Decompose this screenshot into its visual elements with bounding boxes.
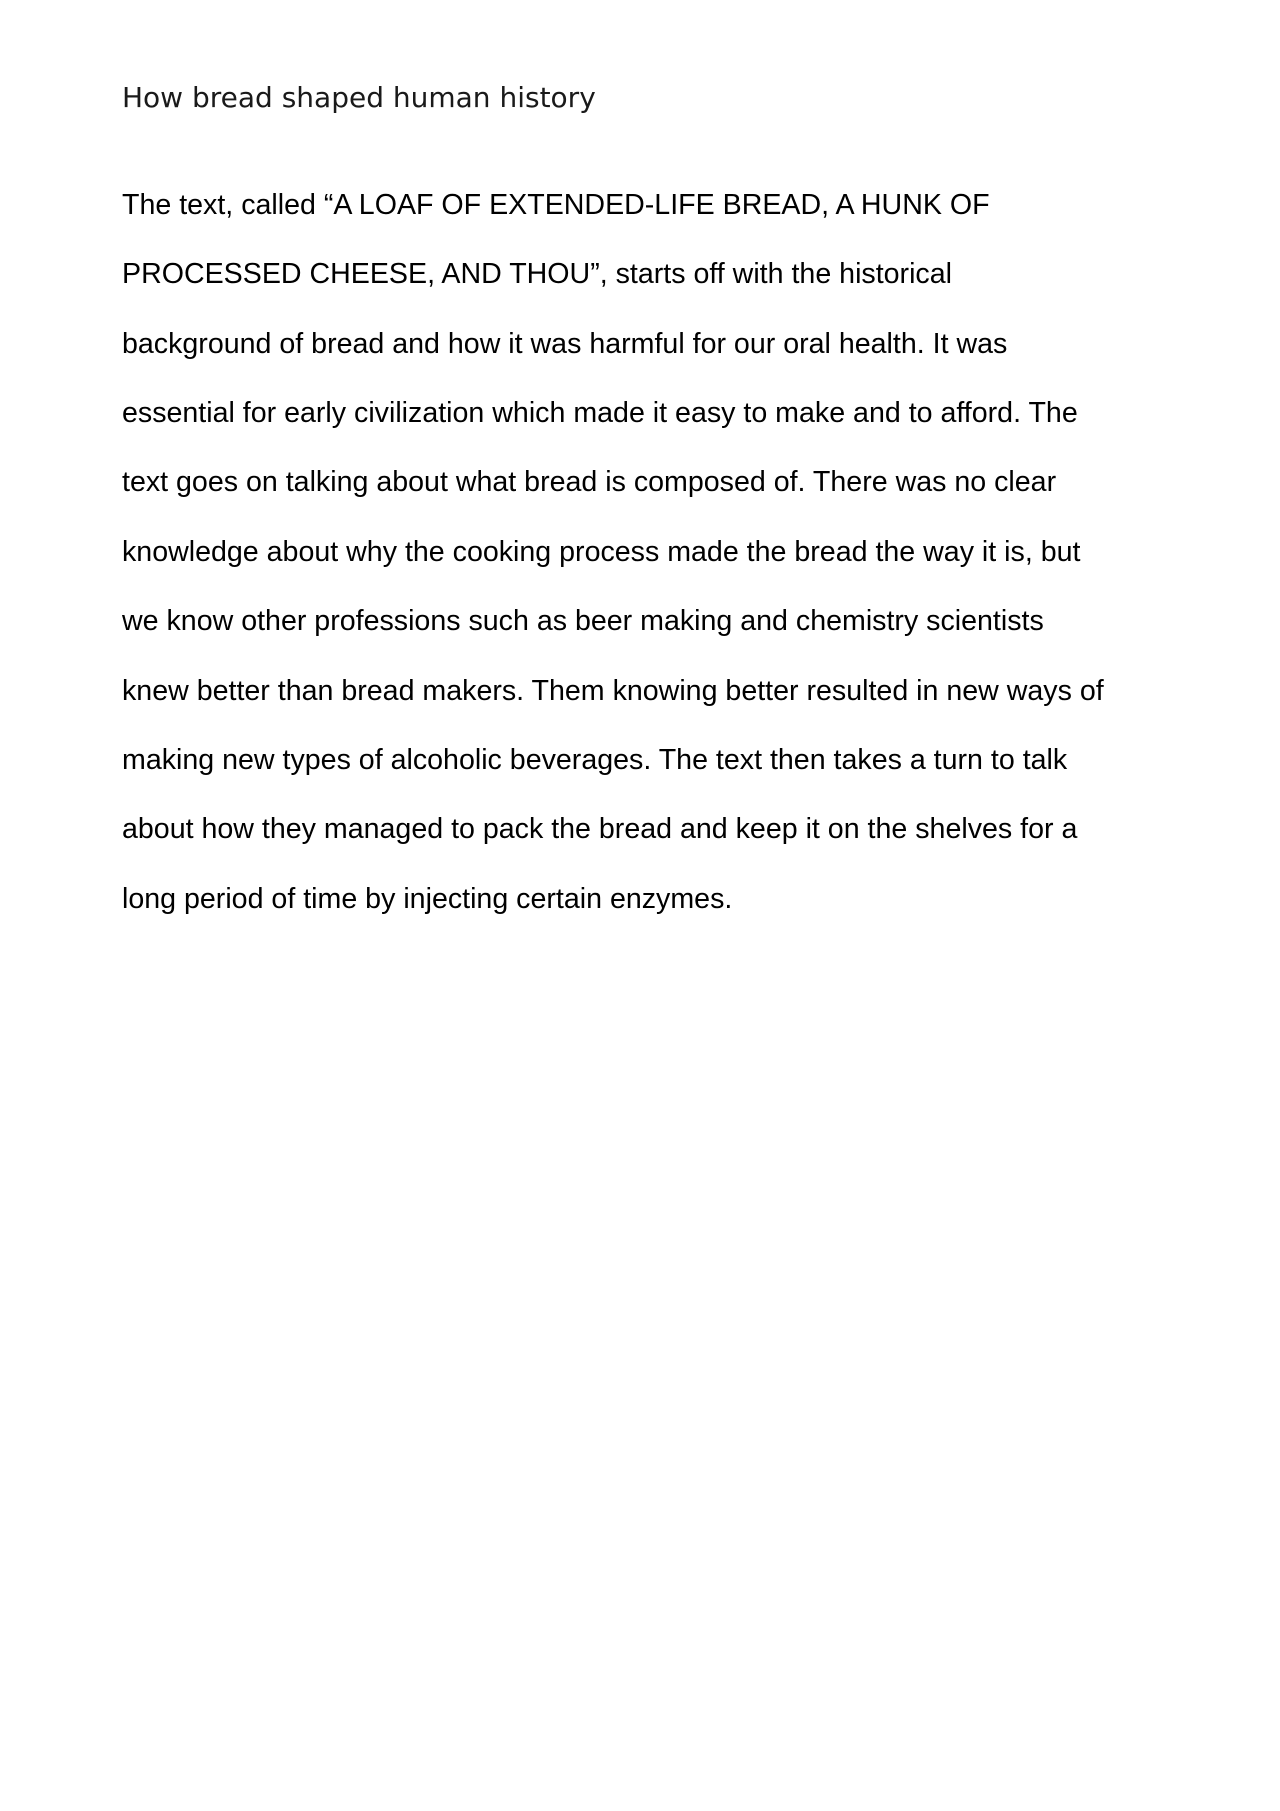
body-line: long period of time by injecting certain enzymes. <box>122 882 733 915</box>
body-line: we know other professions such as beer making and chemistry scientists <box>122 605 1044 638</box>
body-line: essential for early civilization which made it easy to make and to afford. The <box>122 396 1078 429</box>
document-body <box>122 153 1172 951</box>
body-line: making new types of alcoholic beverages. The text then takes a turn to talk <box>122 743 1068 776</box>
body-line: knew better than bread makers. Them knowing better resulted in new ways of <box>122 674 1104 707</box>
body-line: knowledge about why the cooking process made the bread the way it is, but <box>122 535 1081 568</box>
body-line: background of bread and how it was harmful for our oral health. It was <box>122 327 1008 360</box>
body-line: text goes on talking about what bread is composed of. There was no clear <box>122 466 1057 499</box>
document-title: How bread shaped human history <box>122 81 596 114</box>
body-line: The text, called “A LOAF OF EXTENDED-LIFE BREAD, A HUNK OF <box>122 188 990 221</box>
body-line: PROCESSED CHEESE, AND THOU”, starts off with the historical <box>122 258 952 291</box>
body-line: about how they managed to pack the bread and keep it on the shelves for a <box>122 813 1078 846</box>
